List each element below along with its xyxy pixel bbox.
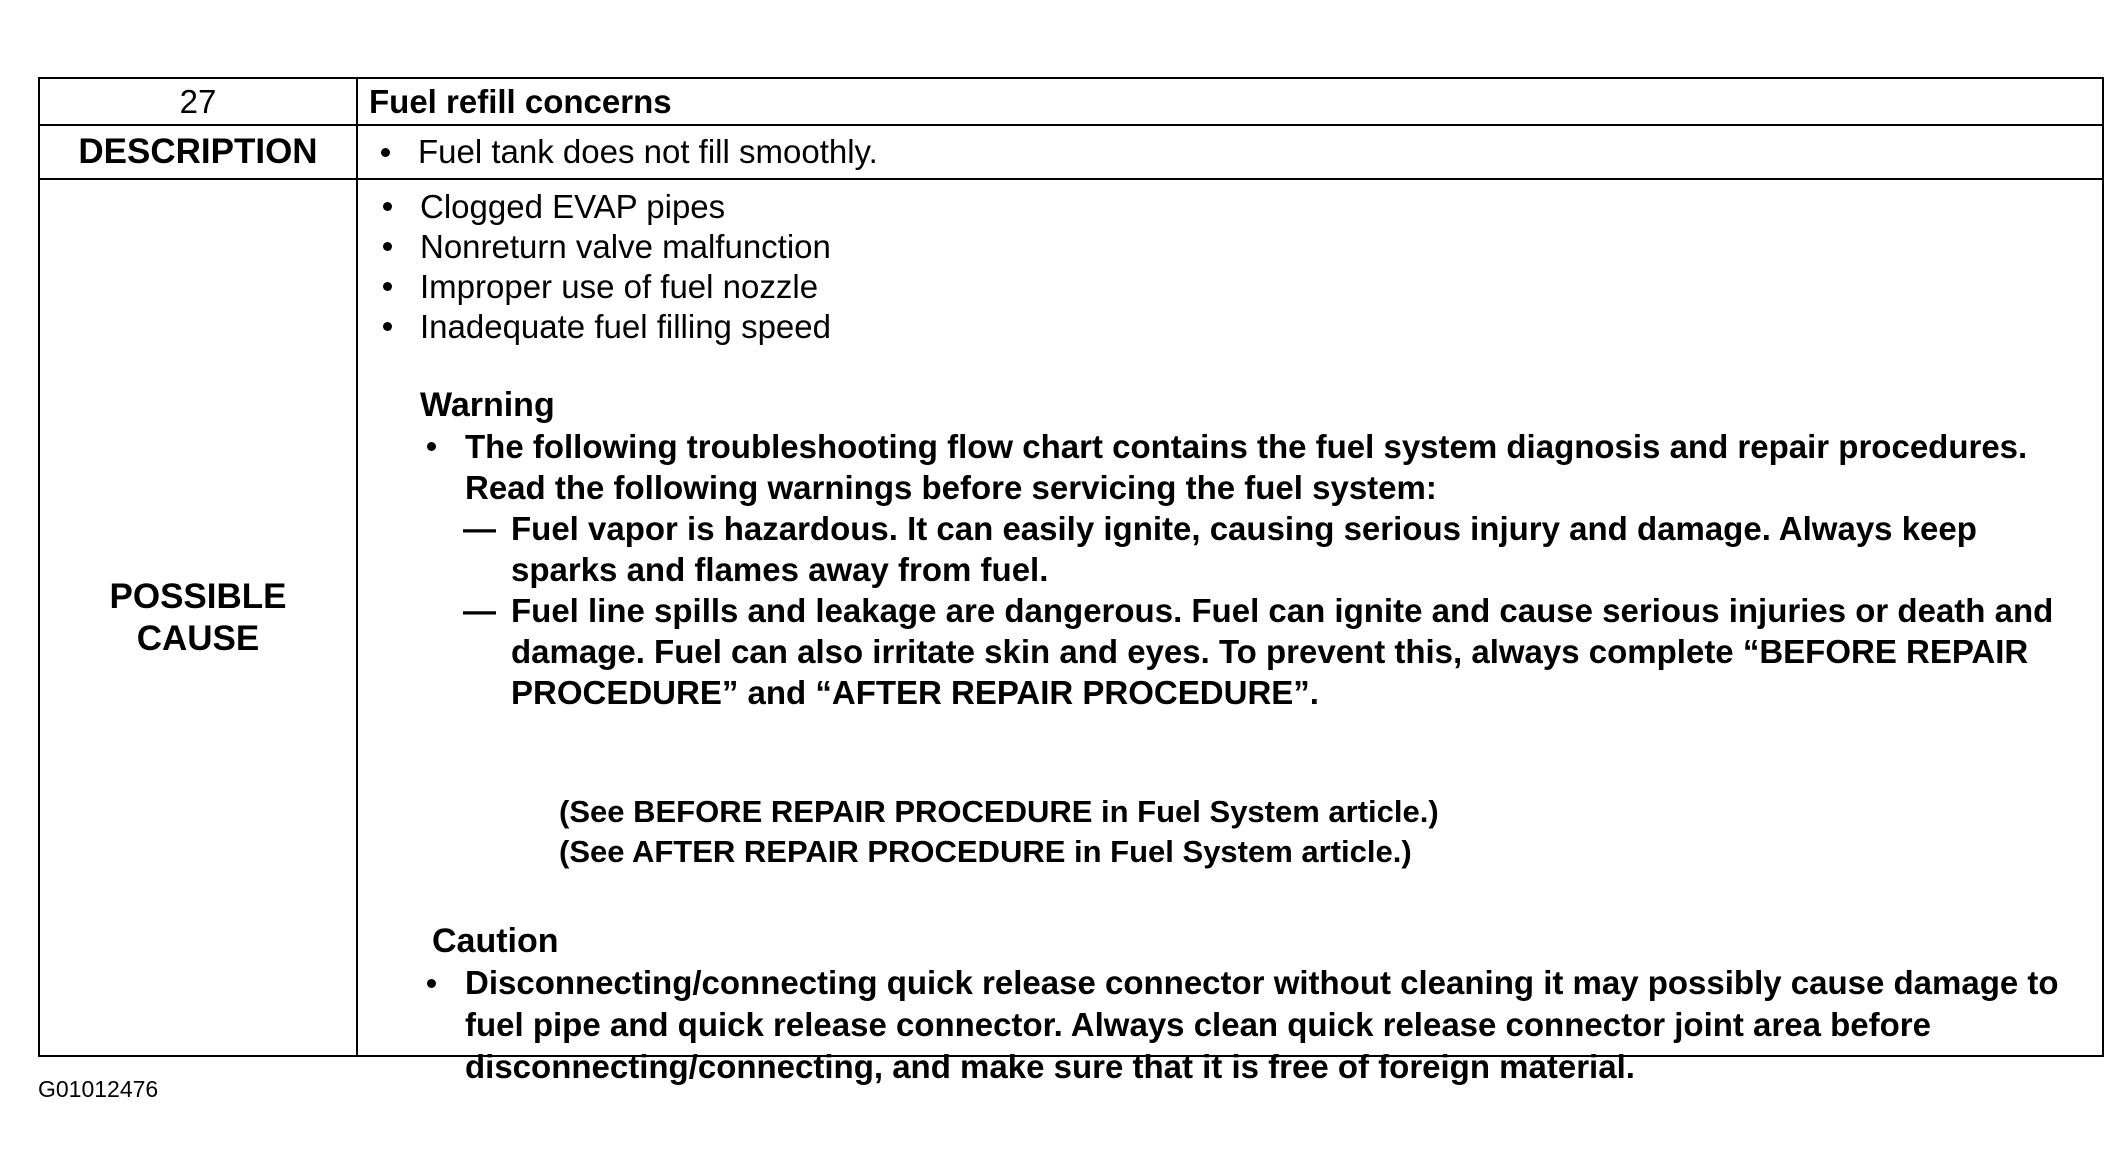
cause-item: Inadequate fuel filling speed — [420, 308, 831, 345]
cause-item: Nonreturn valve malfunction — [420, 228, 831, 265]
see-reference: (See BEFORE REPAIR PROCEDURE in Fuel System article.) — [559, 794, 1439, 829]
cause-item: Clogged EVAP pipes — [420, 188, 726, 225]
warning-item — [463, 590, 2076, 713]
item-number: 27 — [179, 82, 217, 120]
possible-cause-label-line2: CAUSE — [136, 618, 260, 658]
warning-heading: Warning — [420, 386, 555, 424]
caution-text: Disconnecting/connecting quick release connector without cleaning it may possibly cause damage to fuel pipe and quick release connector. Always clean quick release connector joint area before disconnecting/connecting, and make sure that it is free of foreign material. — [465, 962, 2090, 1088]
cause-item: Improper use of fuel nozzle — [420, 268, 819, 305]
figure-id: G01012476 — [38, 1076, 159, 1102]
description-cell — [358, 126, 2102, 178]
warning-item-text: Fuel vapor is hazardous. It can easily ignite, causing serious injury and damage. Always keep sparks and flames away from fuel. — [511, 510, 1977, 588]
item-title: Fuel refill concerns — [369, 82, 672, 120]
possible-cause-label — [40, 180, 356, 1055]
warning-item-text: Fuel line spills and leakage are dangerous. Fuel can ignite and cause serious injuries or death and damage. Fuel can also irritate skin and eyes. To prevent this, always complete “BEFORE REPAIR PROCEDURE” and “AFTER REPAIR PROCEDURE”. — [511, 592, 2054, 711]
troubleshooting-table — [38, 77, 2104, 1085]
see-reference: (See AFTER REPAIR PROCEDURE in Fuel System article.) — [559, 834, 1412, 869]
warning-intro: The following troubleshooting flow chart contains the fuel system diagnosis and repair procedures. Read the following warnings before servicing the fuel system: — [465, 426, 2085, 508]
possible-cause-label-line1: POSSIBLE — [109, 576, 287, 616]
description-item: Fuel tank does not fill smoothly. — [418, 133, 878, 170]
dash-mark: — — [463, 592, 496, 629]
description-label: DESCRIPTION — [78, 132, 318, 171]
caution-heading: Caution — [432, 922, 559, 960]
dash-mark: — — [463, 510, 496, 547]
possible-cause-cell — [358, 180, 2102, 1085]
warning-item — [463, 508, 2076, 590]
